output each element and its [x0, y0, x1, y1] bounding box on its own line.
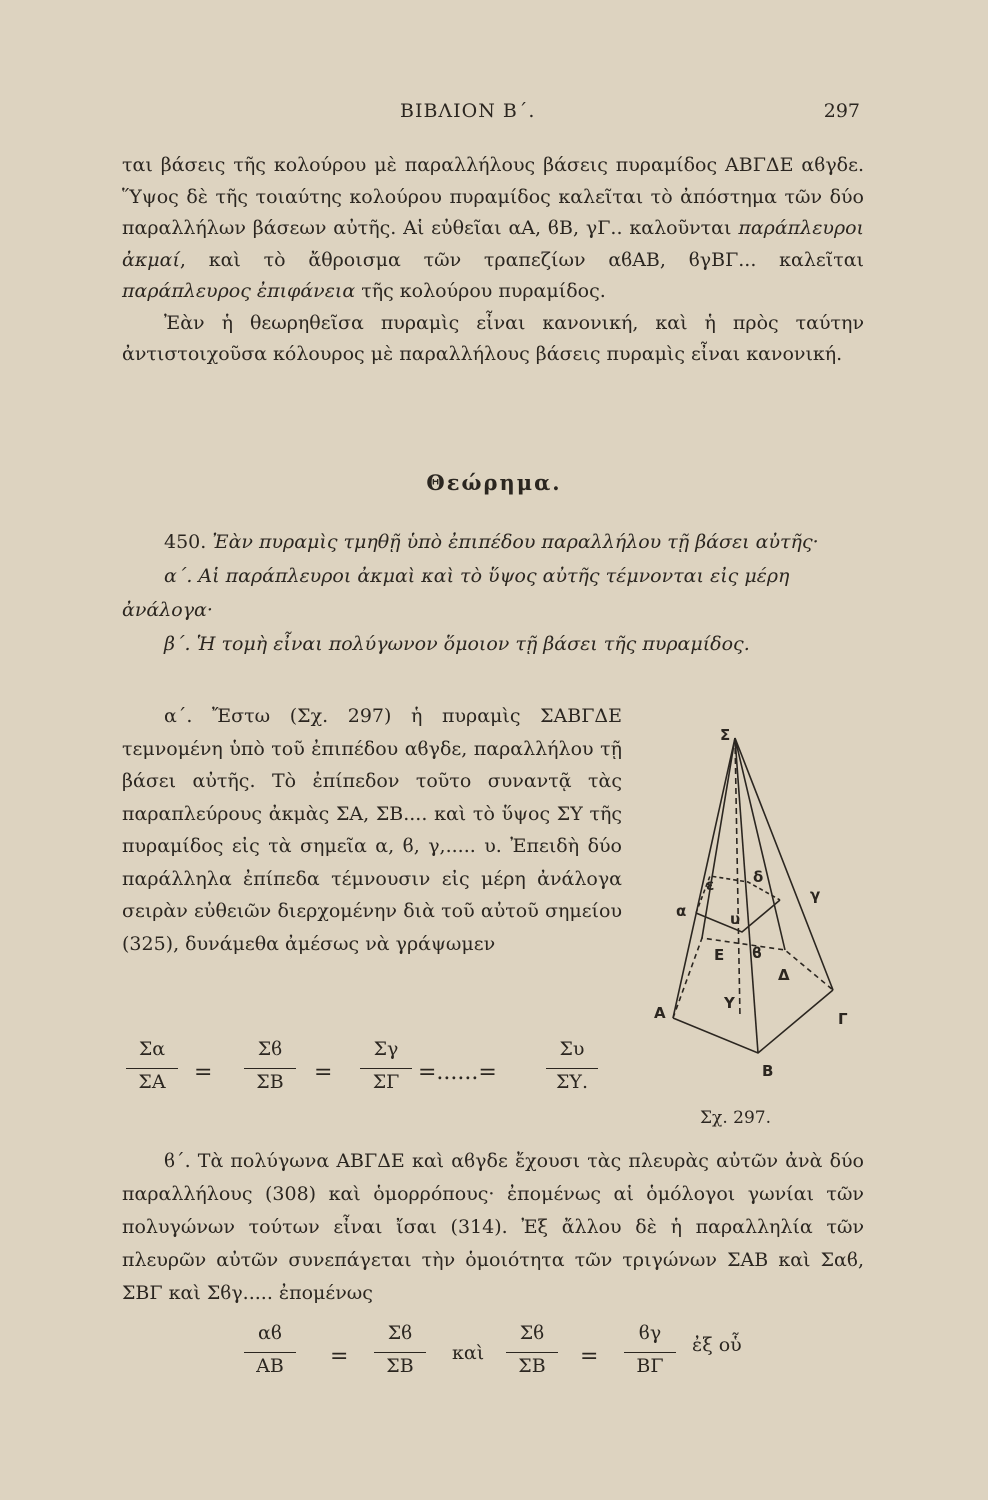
- fraction-numerator: Σα: [138, 1038, 166, 1060]
- ratio-fraction: [356, 1038, 416, 1097]
- fraction-denominator: ΣΒ: [518, 1355, 546, 1377]
- ratio-equation: [122, 1038, 622, 1108]
- edge-SA: [673, 738, 735, 1018]
- fraction-denominator: ΒΓ: [636, 1355, 664, 1377]
- fraction-numerator: Συ: [559, 1038, 585, 1060]
- section-heading: Θεώρημα.: [426, 470, 562, 495]
- intro-paragraph-2: Ἐὰν ἡ θεωρηθεῖσα πυραμὶς εἶναι κανονική, καὶ ἡ πρὸς ταύτην ἀντιστοιχοῦσα κόλουρος μὲ παραλλήλους βάσεις πυραμὶς εἶναι κανονική.: [122, 311, 864, 365]
- intro-paragraph-1: [122, 150, 864, 308]
- proof-a-text: α΄. Ἔστω (Σχ. 297) ἡ πυραμὶς ΣΑΒΓΔΕ τεμνομένη ὑπὸ τοῦ ἐπιπέδου αϐγδε, παραλλήλου τῇ βάσει αὐτῆς. Τὸ ἐπίπεδον τοῦτο συναντᾷ τὰς παραπλεύρους ἀκμὰς ΣΑ, ΣΒ.... καὶ τὸ ὕψος ΣΥ τῆς πυραμίδος εἰς τὰ σημεῖα α, ϐ, γ,..... υ. Ἐπειδὴ δύο παράλληλα ἐπίπεδα τέμνουσιν εἰς μέρη ἀνάλογα σειρὰν εὐθειῶν διερχομένην διὰ τοῦ αὐτοῦ σημείου (325), δυνάμεθα ἀμέσως νὰ γράψωμεν: [122, 705, 622, 955]
- page-header: [0, 100, 988, 130]
- equals-sign: =: [330, 1344, 349, 1369]
- theorem-number: 450.: [164, 531, 207, 553]
- ratio-fraction: [122, 1038, 182, 1097]
- fraction-denominator: ΣΑ: [138, 1071, 166, 1093]
- label-A: Α: [654, 1004, 666, 1022]
- pyramid-figure: [640, 718, 860, 1078]
- theorem-block: [122, 525, 864, 661]
- term-lateral-surface: παράπλευρος ἐπιφάνεια: [122, 280, 356, 302]
- proof-part-b: [122, 1145, 864, 1310]
- theorem-statement: Ἐὰν πυραμὶς τμηθῇ ὑπὸ ἐπιπέδου παραλλήλου τῇ βάσει αὐτῆς·: [212, 531, 819, 553]
- fraction-numerator: Σγ: [373, 1038, 399, 1060]
- fraction-numerator: Σϐ: [519, 1322, 545, 1344]
- ratio-fraction: [542, 1038, 602, 1097]
- fraction-denominator: ΣΒ: [256, 1071, 284, 1093]
- ratio-fraction: [370, 1322, 430, 1381]
- fraction-bar: [244, 1068, 296, 1069]
- label-d: δ: [753, 868, 764, 886]
- fraction-bar: [244, 1352, 296, 1353]
- label-G: Γ: [838, 1010, 848, 1028]
- label-g: γ: [810, 886, 821, 904]
- term-lateral-edges: παράπλευροι ἀκμαί: [122, 217, 865, 271]
- part-a-label: α΄.: [164, 565, 193, 587]
- fraction-bar: [360, 1068, 412, 1069]
- equals-sign: =: [314, 1060, 333, 1085]
- figure-caption: Σχ. 297.: [700, 1108, 771, 1128]
- label-D: Δ: [778, 966, 790, 984]
- edge-SG: [735, 738, 833, 990]
- fraction-denominator: ΣΒ: [386, 1355, 414, 1377]
- intro-text: [122, 150, 864, 371]
- label-Y: Υ: [724, 994, 735, 1012]
- fraction-numerator: αϐ: [258, 1322, 282, 1344]
- ratio-fraction: [240, 1038, 300, 1097]
- fraction-numerator: Σϐ: [257, 1038, 283, 1060]
- part-a-statement: Αἱ παράπλευροι ἀκμαὶ καὶ τὸ ὕψος αὐτῆς τέμνονται εἰς μέρη ἀνάλογα·: [122, 565, 790, 621]
- fraction-bar: [374, 1352, 426, 1353]
- trailing-text: ἐξ οὗ: [692, 1334, 742, 1356]
- fraction-denominator: ΣΥ.: [555, 1071, 589, 1093]
- fraction-bar: [624, 1352, 676, 1353]
- similarity-equation: [240, 1322, 800, 1392]
- fraction-numerator: ϐγ: [638, 1322, 662, 1344]
- ratio-fraction: [240, 1322, 300, 1381]
- fraction-bar: [126, 1068, 178, 1069]
- label-E: Ε: [714, 946, 725, 964]
- proof-part-a: [122, 700, 622, 960]
- label-B: Β: [762, 1062, 774, 1078]
- ratio-fraction: [502, 1322, 562, 1381]
- intro-p1-text: ται βάσεις τῆς κολούρου μὲ παραλλήλους βάσεις πυραμίδος ΑΒΓΔΕ αϐγδε. Ὕψος δὲ τῆς τοιαύτης κολούρου πυραμίδος καλεῖται τὸ ἀπόστημα τῶν δύο παραλλήλων βάσεων αὐτῆς. Αἱ εὐθεῖαι αΑ, ϐΒ, γΓ.. καλοῦνται: [122, 154, 864, 239]
- fraction-denominator: ΑΒ: [256, 1355, 284, 1377]
- equals-sign: =: [194, 1060, 213, 1085]
- proof-b-text: ϐ΄. Τὰ πολύγωνα ΑΒΓΔΕ καὶ αϐγδε ἔχουσι τὰς πλευρὰς αὐτῶν ἀνὰ δύο παραλλήλους (308) καὶ ὁμορρόπους· ἐπομένως αἱ ὁμόλογοι γωνίαι τῶν πολυγώνων τούτων εἶναι ἴσαι (314). Ἐξ ἄλλου δὲ ἡ παραλληλία τῶν πλευρῶν αὐτῶν συνεπάγεται τὴν ὁμοιότητα τῶν τριγώνων ΣΑΒ καὶ Σαϐ, ΣΒΓ καὶ Σϐγ..... ἐπομένως: [122, 1150, 864, 1304]
- label-a: α: [676, 902, 687, 920]
- equals-sign: =: [580, 1344, 599, 1369]
- label-apex: Σ: [720, 726, 731, 744]
- fraction-bar: [506, 1352, 558, 1353]
- label-y: υ: [730, 910, 741, 928]
- ratio-fraction: [620, 1322, 680, 1381]
- ellipsis-equals: =......=: [418, 1060, 497, 1085]
- fraction-bar: [546, 1068, 598, 1069]
- running-title: ΒΙΒΛΙΟΝ Β΄.: [400, 100, 536, 122]
- conjunction-kai: καὶ: [452, 1342, 485, 1364]
- part-b-statement: Ἡ τομὴ εἶναι πολύγωνον ὅμοιον τῇ βάσει τῆς πυραμίδος.: [196, 633, 750, 655]
- base-front-edges: [673, 990, 833, 1053]
- fraction-numerator: Σϐ: [387, 1322, 413, 1344]
- label-e: ε: [706, 876, 715, 894]
- edge-SE: [702, 738, 735, 938]
- part-b-label: β΄.: [164, 633, 191, 655]
- page-number: 297: [823, 100, 860, 122]
- label-b: ϐ: [752, 944, 762, 962]
- fraction-denominator: ΣΓ: [372, 1071, 400, 1093]
- intro-p1-mid: , καὶ τὸ ἄθροισμα τῶν τραπεζίων αϐΑΒ, ϐγΒΓ... καλεῖται: [179, 248, 864, 271]
- intro-p1-end: τῆς κολούρου πυραμίδος.: [361, 280, 606, 302]
